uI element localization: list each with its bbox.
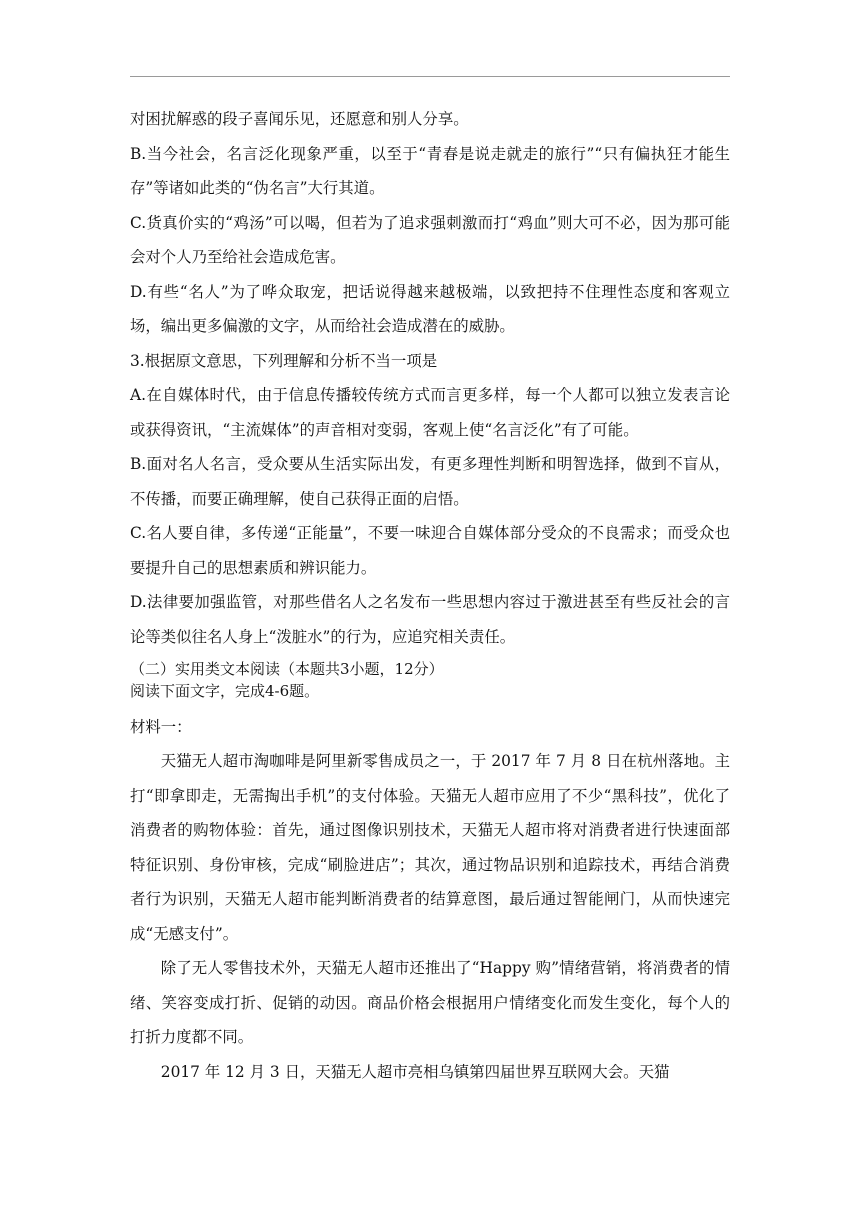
document-body (130, 102, 730, 1089)
material-label: 材料一： (130, 718, 192, 736)
reading-instruction: 阅读下面文字，完成4-6题。 (130, 682, 320, 700)
paragraph-option-d: D.有些“名人”为了哗众取宠，把话说得越来越极端，以致把持不住理性态度和客观立场，编出更多偏激的文字，从而给社会造成潜在的威胁。 (130, 282, 730, 335)
header-rule (130, 76, 730, 77)
question-3-option-d: D.法律要加强监管，对那些借名人之名发布一些思想内容过于激进甚至有些反社会的言论等类似往名人身上“泼脏水”的行为，应追究相关责任。 (130, 593, 730, 646)
material-paragraph-1: 天猫无人超市淘咖啡是阿里新零售成员之一，于 2017 年 7 月 8 日在杭州落地。主打“即拿即走，无需掏出手机”的支付体验。天猫无人超市应用了不少“黑科技”，优化了消费者的购物体验：首先，通过图像识别技术，天猫无人超市将对消费者进行快速面部特征识别、身份审核，完成“刷脸进店”；其次，通过物品识别和追踪技术，再结合消费者行为识别，天猫无人超市能判断消费者的结算意图，最后通过智能闸门，从而快速完成“无感支付”。 (130, 752, 730, 943)
section-heading: （二）实用类文本阅读（本题共3小题，12分） (130, 660, 444, 678)
question-3-option-a: A.在自媒体时代，由于信息传播较传统方式而言更多样，每一个人都可以独立发表言论或获得资讯，“主流媒体”的声音相对变弱，客观上使“名言泛化”有了可能。 (130, 386, 730, 439)
material-paragraph-2: 除了无人零售技术外，天猫无人超市还推出了“Happy 购”情绪营销，将消费者的情绪、笑容变成打折、促销的动因。商品价格会根据用户情绪变化而发生变化，每个人的打折力度都不同。 (130, 959, 730, 1046)
question-3: 3.根据原文意思，下列理解和分析不当一项是 (130, 351, 438, 370)
question-3-option-c: C.名人要自律，多传递“正能量”，不要一味迎合自媒体部分受众的不良需求；而受众也要提升自己的思想素质和辨识能力。 (130, 524, 730, 577)
paragraph-option-c: C.货真价实的“鸡汤”可以喝，但若为了追求强刺激而打“鸡血”则大可不必，因为那可能会对个人乃至给社会造成危害。 (130, 213, 730, 266)
paragraph-option-b: B.当今社会，名言泛化现象严重，以至于“青春是说走就走的旅行”“只有偏执狂才能生存”等诸如此类的“伪名言”大行其道。 (130, 144, 730, 197)
paragraph-option-a-continuation: 对困扰解惑的段子喜闻乐见，还愿意和别人分享。 (130, 110, 469, 128)
material-paragraph-3: 2017 年 12 月 3 日，天猫无人超市亮相乌镇第四届世界互联网大会。天猫 (160, 1062, 670, 1081)
question-3-option-b: B.面对名人名言，受众要从生活实际出发，有更多理性判断和明智选择，做到不盲从，不传播，而要正确理解，使自己获得正面的启悟。 (130, 455, 730, 508)
